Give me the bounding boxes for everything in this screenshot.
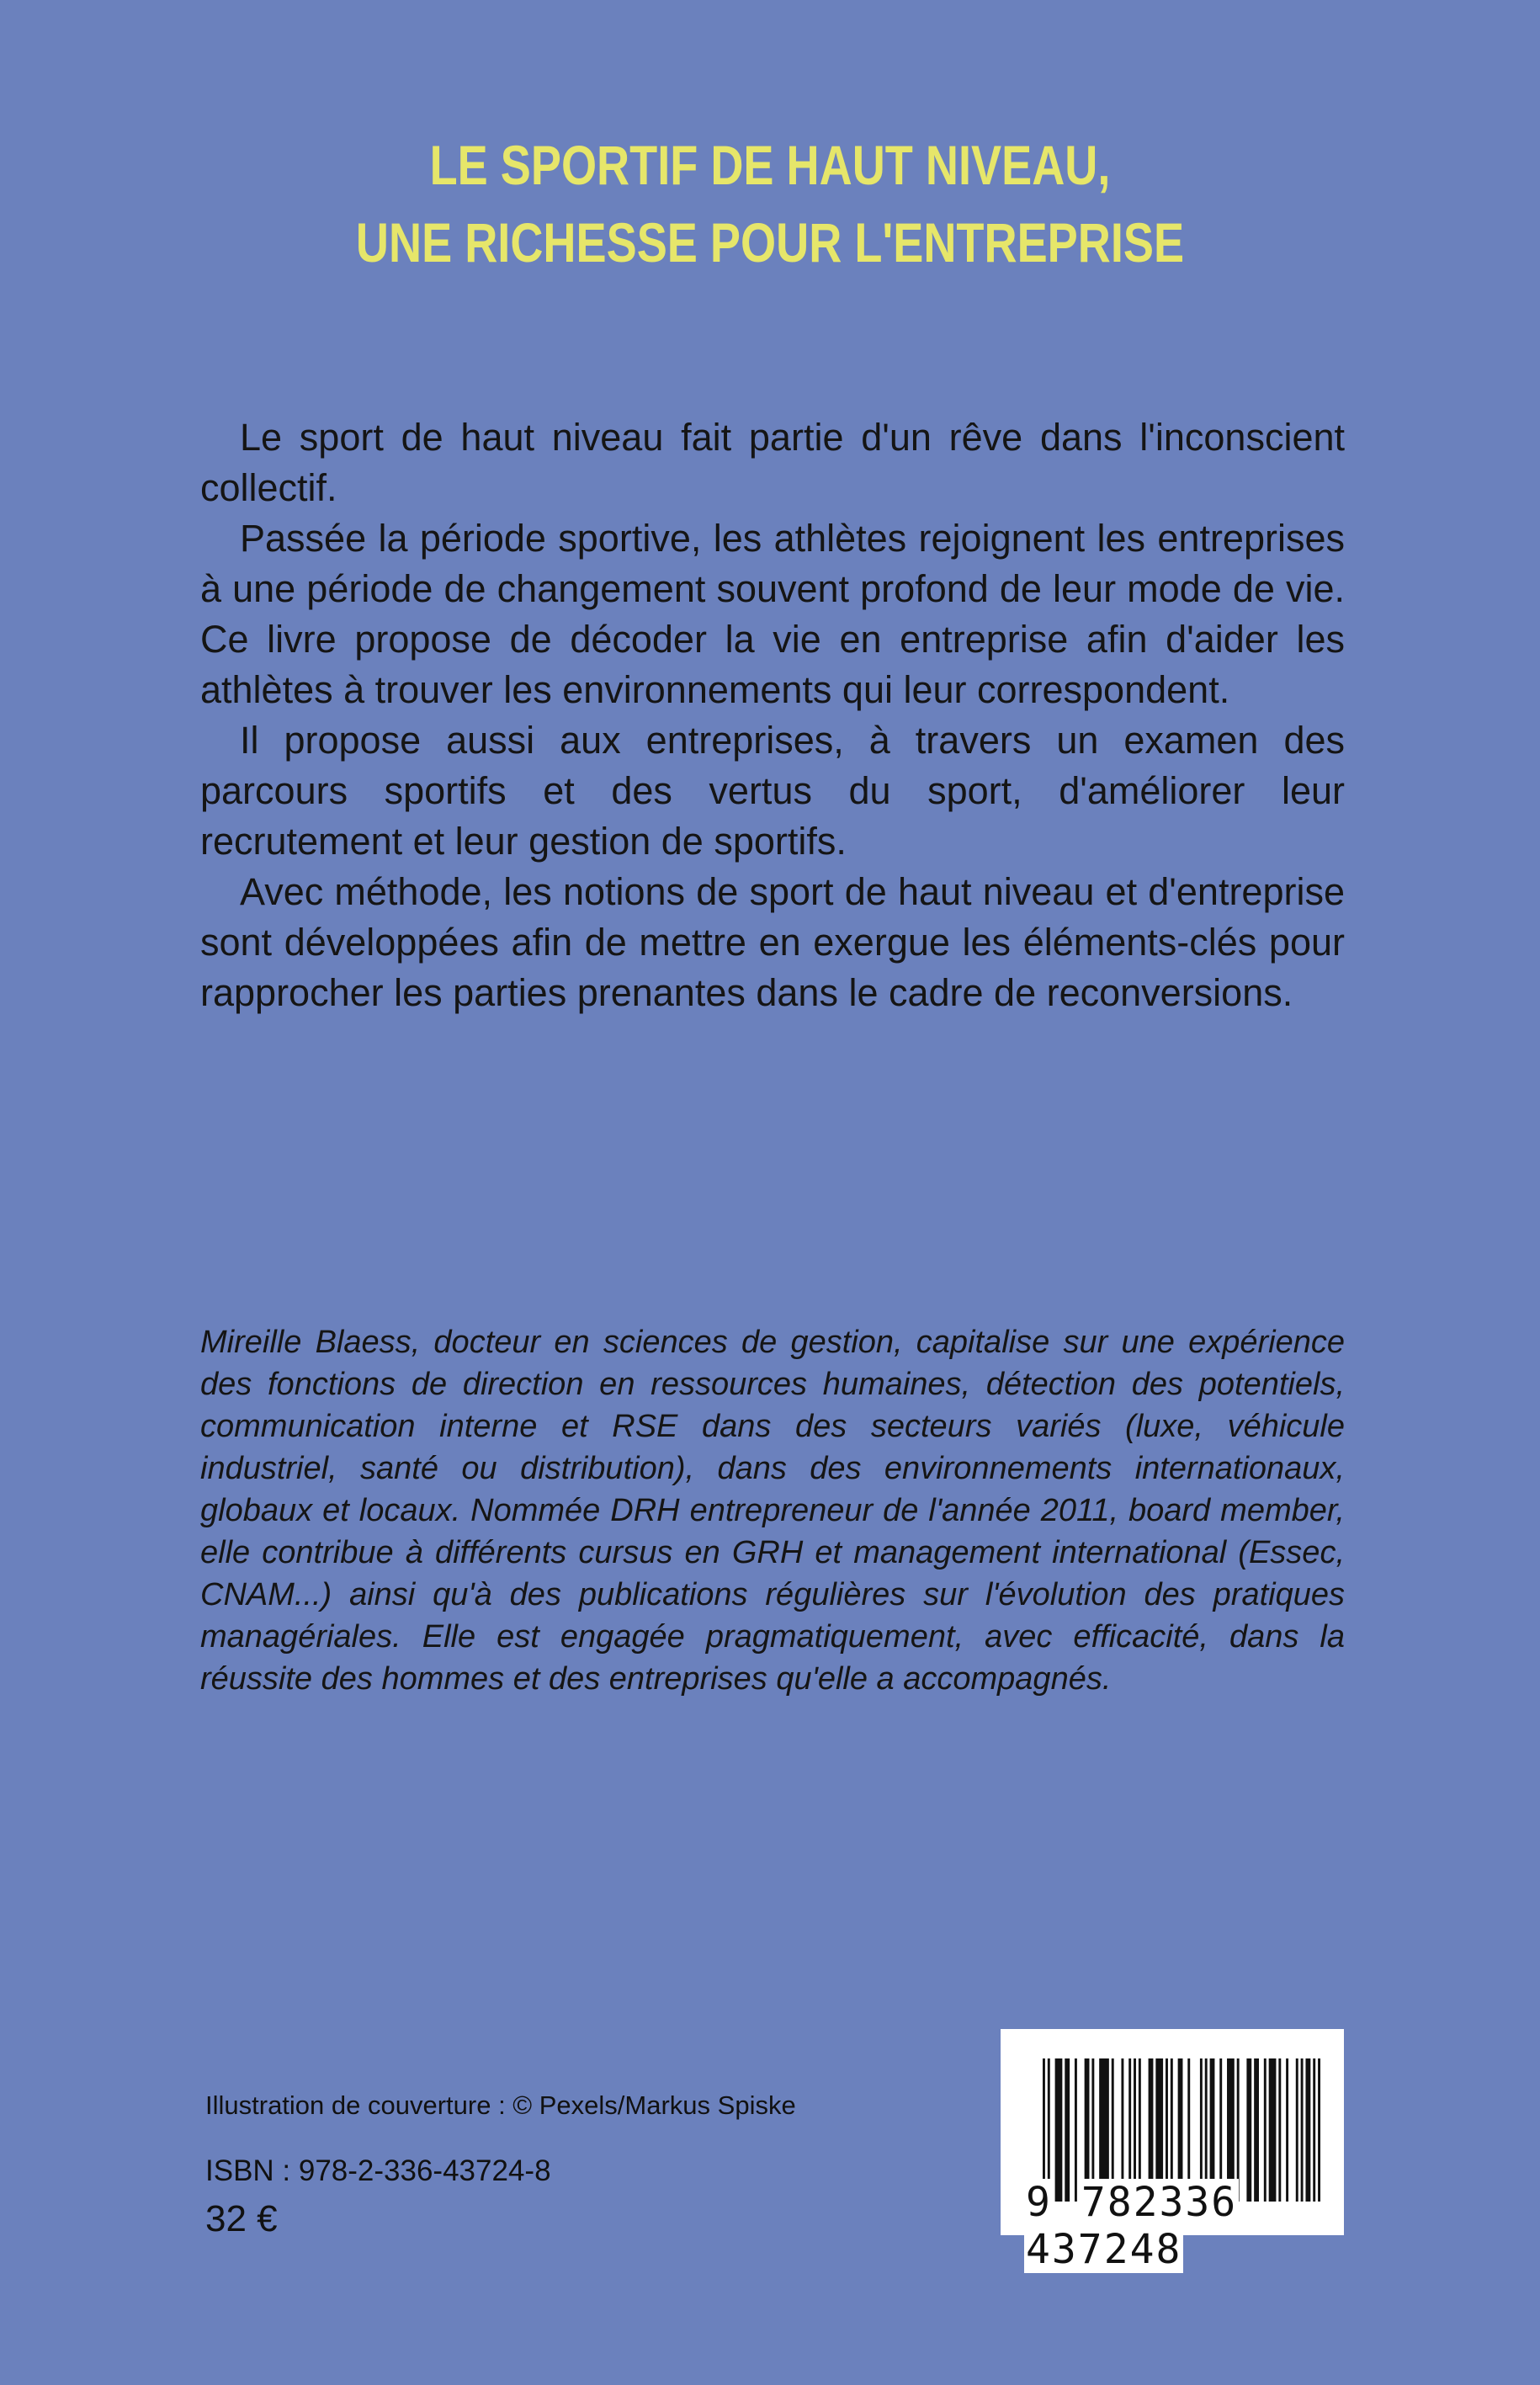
price: 32 € [205,2198,278,2239]
author-bio-text: , docteur en sciences de gestion, capitalise sur une expérience des fonctions de direction en ressources humaines, détection des potentiels, communication interne et RSE dans des secteurs variés (luxe, véhicule industriel, santé ou distribution), dans des environnements internationaux, globaux et locaux. Nommée DRH entrepreneur de l'année 2011, board member, elle contribue à différents cursus en GRH et management international (Essec, CNAM...) ainsi qu'à des publications régulières sur l'évolution des pratiques managériales. Elle est engagée pragmatiquement, avec efficacité, dans la réussite des hommes et des entreprises qu'elle a accompagnés. [200,1325,1345,1697]
barcode-digits [1024,2179,1344,2273]
isbn: ISBN : 978-2-336-43724-8 [205,2154,551,2187]
barcode-right-digits: 437248 [1026,2226,1182,2273]
summary-paragraph: Avec méthode, les notions de sport de haut niveau et d'entreprise sont développées afin de mettre en exergue les éléments-clés pour rapprocher les parties prenantes dans le cadre de reconversions. [200,870,1345,1014]
title-line-2: UNE RICHESSE POUR L'ENTREPRISE [355,211,1185,274]
summary-paragraph: Le sport de haut niveau fait partie d'un rêve dans l'inconscient collectif. [200,416,1345,509]
barcode-first-digit: 9 [1026,2179,1052,2226]
book-title [0,126,1540,281]
summary-paragraph: Il propose aussi aux entreprises, à travers un examen des parcours sportifs et des vertus du sport, d'améliorer leur recrutement et leur gestion de sportifs. [200,719,1345,863]
author-bio [200,1321,1345,1700]
barcode [1001,2029,1344,2273]
barcode-left-digits: 782336 [1081,2179,1238,2226]
book-summary [200,412,1345,1018]
title-line-1: LE SPORTIF DE HAUT NIVEAU, [429,134,1111,196]
summary-paragraph: Passée la période sportive, les athlètes rejoignent les entreprises à une période de changement souvent profond de leur mode de vie. Ce livre propose de décoder la vie en entreprise afin d'aider les athlètes à trouver les environnements qui leur correspondent. [200,517,1345,711]
cover-credit: Illustration de couverture : © Pexels/Markus Spiske [205,2090,796,2120]
author-name: Mireille Blaess [200,1325,412,1360]
